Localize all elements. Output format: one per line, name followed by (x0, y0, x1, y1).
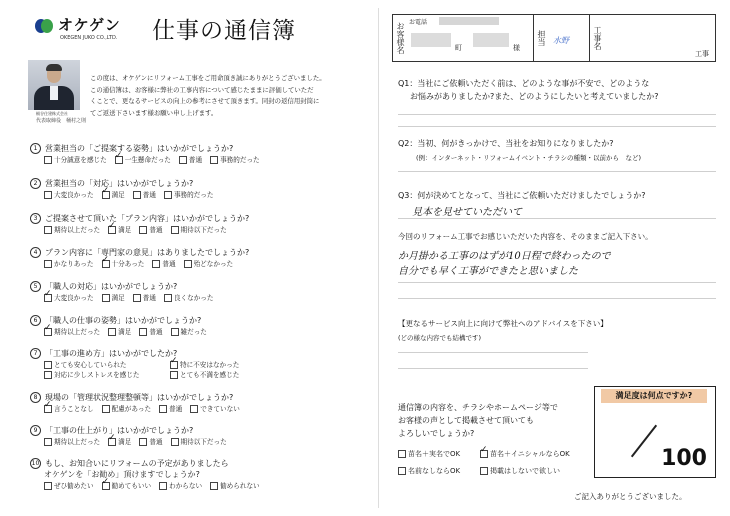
option-checkbox[interactable]: 満足 (102, 293, 125, 303)
publish-option[interactable]: 名前なしならOK (398, 466, 460, 476)
question-10: 10 もし、お知合いにリフォームの予定がありましたら オケゲンを「お勧め」頂けますでしょうか? ぜひ勧めたい ✓ 勧めてもいい わからない 勧められない (30, 458, 360, 491)
company-name: OKEGEN JUKO CO.,LTD. (60, 35, 118, 41)
impression-answer-2: 自分でも早く工事ができたと思いました (398, 266, 578, 277)
option-checkbox[interactable]: 普通 (139, 437, 162, 447)
logo-text: オケゲン (58, 16, 121, 34)
publish-text-3: よろしいでしょうか? (398, 429, 475, 438)
option-checkbox[interactable]: ✓ 期待以上だった (44, 327, 100, 337)
advice-title: 【更なるサービス向上に向けて弊社へのアドバイスを下さい】 (398, 319, 608, 328)
option-checkbox[interactable]: ✓ 言うことなし (44, 404, 94, 414)
tanto-value: 水野 (553, 36, 569, 45)
option-checkbox[interactable]: ✓ 勧めてもいい (102, 481, 152, 491)
option-checkbox[interactable]: かなりあった (44, 259, 94, 269)
option-checkbox[interactable]: ✓ 満足 (108, 225, 131, 235)
publish-text-1: 通信簿の内容を、チラシやホームページ等で (398, 403, 558, 412)
koji-value: 工事 (695, 50, 709, 58)
option-checkbox[interactable]: ✓ 満足 (108, 437, 131, 447)
option-checkbox[interactable]: できていない (190, 404, 240, 414)
option-checkbox[interactable]: ✓ 特に不安はなかった (170, 360, 239, 370)
option-checkbox[interactable]: 殆どなかった (184, 259, 234, 269)
redacted-phone (439, 17, 499, 25)
sama-label: 様 (513, 44, 520, 52)
question-5: 5 「職人の対応」はいかがでしょうか? ✓ 大変良かった 満足 普通 良くなかった (30, 281, 360, 303)
photo-caption-name: 代表取締役 桶村之則 (36, 118, 87, 124)
publish-option[interactable]: 苗名＋実名でOK (398, 449, 460, 459)
option-checkbox[interactable]: 普通 (139, 225, 162, 235)
score-slash (631, 425, 657, 458)
question-8: 8 現場の「管理状況整理整頓等」はいかがでしょうか? ✓ 言うことなし 配慮があった 普通 できていない (30, 392, 360, 414)
option-checkbox[interactable]: ✓ 一生懸命だった (115, 155, 171, 165)
option-checkbox[interactable]: とても安心していられた (44, 360, 162, 370)
option-checkbox[interactable]: 期待以上だった (44, 225, 100, 235)
customer-name-label: お客様名 (396, 22, 405, 54)
option-checkbox[interactable]: 満足 (108, 327, 131, 337)
photo-caption-role: 桶谷住建株式会社 (36, 111, 68, 116)
option-checkbox[interactable]: 普通 (133, 293, 156, 303)
question-4: 4 プラン内容に「専門家の意見」はありましたでしょうか? かなりあった ✓ 十分あった 普通 殆どなかった (30, 247, 360, 269)
publish-option[interactable]: ✓ 苗名＋イニシャルならOK (480, 449, 570, 459)
koji-label: 工事名 (589, 15, 604, 61)
redacted-name (473, 33, 509, 47)
q2-note: (例：インターネット・リフォームイベント・チラシの種類・以前から など) (416, 154, 642, 162)
president-photo (28, 60, 80, 110)
okegen-logo-icon (34, 18, 54, 34)
impression-answer-1: か月掛かる工事のはずが10日程で終わったので (398, 251, 611, 262)
question-9: 9 「工事の仕上がり」はいかがでしょうか? 期待以上だった ✓ 満足 普通 期待以下だった (30, 425, 360, 447)
option-checkbox[interactable]: 十分誠意を感じた (44, 155, 107, 165)
option-checkbox[interactable]: 大変良かった (44, 190, 94, 200)
town-label: 町 (455, 44, 462, 52)
option-checkbox[interactable]: ✓ 十分あった (102, 259, 145, 269)
score-value: 100 (661, 446, 707, 471)
redacted-address (411, 33, 451, 47)
question-6: 6 「職人の仕事の姿勢」はいかがでしょうか? ✓ 期待以上だった 満足 普通 雑だった (30, 315, 360, 337)
option-checkbox[interactable]: わからない (159, 481, 202, 491)
option-checkbox[interactable]: 事務的だった (164, 190, 214, 200)
score-label: 満足度は何点ですか? (601, 389, 707, 403)
customer-header (392, 14, 716, 62)
phone-label: お電話 (409, 19, 428, 26)
q1-text-2: お悩みがありましたか?また、どのようにしたいと考えていましたか? (410, 92, 659, 101)
page-divider (378, 8, 379, 508)
option-checkbox[interactable]: 普通 (179, 155, 202, 165)
q1-text: Q1：当社にご依頼いただく前は、どのような事が不安で、どのような (398, 79, 650, 88)
publish-text-2: お客様の声として掲載させて頂いても (398, 416, 534, 425)
publish-option[interactable]: 掲載はしないで欲しい (480, 466, 560, 476)
option-checkbox[interactable]: 期待以下だった (171, 225, 227, 235)
impression-prompt: 今回のリフォーム工事でお感じいただいた内容を、そのままご記入下さい。 (398, 232, 653, 241)
thanks-text: ご記入ありがとうございました。 (574, 492, 687, 501)
option-checkbox[interactable]: 期待以下だった (171, 437, 227, 447)
option-checkbox[interactable]: 普通 (139, 327, 162, 337)
question-1: 1 営業担当の「ご提案する姿勢」はいかがでしょうか? 十分誠意を感じた ✓ 一生懸命だった 普通 事務的だった (30, 143, 360, 165)
option-checkbox[interactable]: ぜひ勧めたい (44, 481, 94, 491)
page-title: 仕事の通信簿 (152, 18, 296, 44)
intro-text: この度は、オケゲンにリフォーム工事をご用命頂き誠にありがとうございました。 この通信簿は、お客様に弊社の工事内容について感じたままに評価していただ くことで、更なるサービスの向上の参考にさせて頂きます。同封の返信用封筒に てご返送下さいます様お願い申し上げます。 (90, 74, 326, 117)
option-checkbox[interactable]: 雑だった (171, 327, 207, 337)
option-checkbox[interactable]: 普通 (159, 404, 182, 414)
q3-handwritten-answer: 見本を見せていただいて (412, 207, 522, 218)
option-checkbox[interactable]: ✓ 大変良かった (44, 293, 94, 303)
q2-text: Q2：当初、何がきっかけで、当社をお知りになりましたか? (398, 139, 614, 148)
q3-text: Q3：何が決めてとなって、当社にご依頼いただけましたでしょうか? (398, 191, 646, 200)
option-checkbox[interactable]: 期待以上だった (44, 437, 100, 447)
question-3: 3 ご提案させて頂いた「プラン内容」はいかがでしょうか? 期待以上だった ✓ 満足 普通 期待以下だった (30, 213, 360, 235)
score-box (594, 386, 716, 478)
question-7: 7 「工事の進め方」はいかがでしたか? とても安心していられた ✓ 特に不安はなかった 対応に少しストレスを感じた とても不満を感じた (30, 348, 360, 380)
option-checkbox[interactable]: 対応に少しストレスを感じた (44, 370, 162, 380)
advice-sub: (どの様な内容でも結構です) (398, 334, 482, 342)
option-checkbox[interactable]: 良くなかった (164, 293, 214, 303)
option-checkbox[interactable]: 配慮があった (102, 404, 152, 414)
tanto-label: 担当 (533, 15, 548, 61)
option-checkbox[interactable]: 普通 (152, 259, 175, 269)
question-2: 2 営業担当の「対応」はいかがでしょうか? 大変良かった ✓ 満足 普通 事務的だった (30, 178, 360, 200)
option-checkbox[interactable]: 普通 (133, 190, 156, 200)
option-checkbox[interactable]: ✓ 満足 (102, 190, 125, 200)
option-checkbox[interactable]: とても不満を感じた (170, 370, 239, 380)
option-checkbox[interactable]: 勧められない (210, 481, 260, 491)
option-checkbox[interactable]: 事務的だった (210, 155, 260, 165)
